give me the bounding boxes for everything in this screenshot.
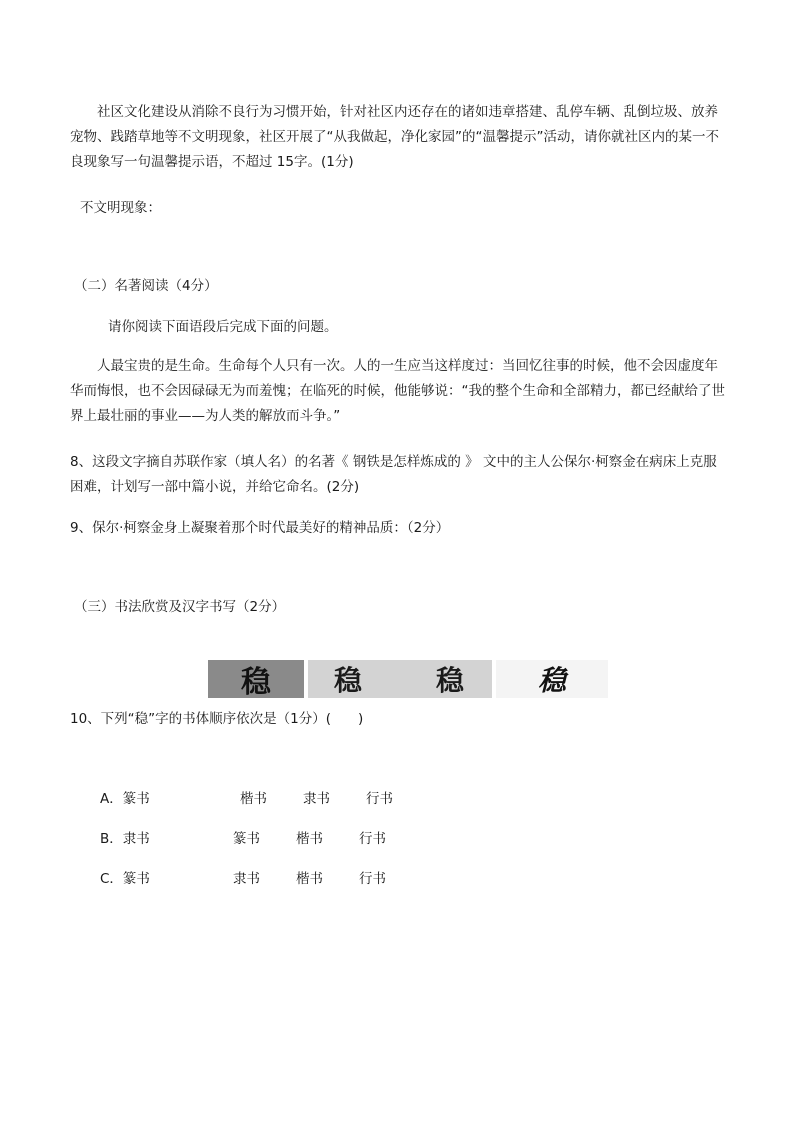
option-b-fourth: 行书	[359, 831, 386, 847]
question-9: 9、保尔·柯察金身上凝聚着那个时代最美好的精神品质：（2分）	[70, 520, 450, 536]
option-b-second: 篆书	[233, 831, 260, 847]
q7-prompt: 社区文化建设从消除不良行为习惯开始，针对社区内还存在的诸如违章搭建、乱停车辆、乱倒垃圾、放养宠物、践踏草地等不文明现象，社区开展了“从我做起，净化家园”的“温馨提示”活动，请你就社区内的某一不良现象写一句温馨提示语，不超过 15字。(1分)	[70, 104, 719, 170]
option-a-third: 隶书	[303, 791, 330, 807]
option-c-label: C．篆书	[100, 871, 150, 887]
q7-answer-label: 不文明现象：	[80, 200, 161, 216]
question-8: 8、这段文字摘自苏联作家（填人名）的名著《 钢铁是怎样炼成的 》 文中的主人公保尔·柯察金在病床上克服困难，计划写一部中篇小说，并给它命名。(2分)	[70, 454, 717, 495]
section2-passage: 人最宝贵的是生命。生命每个人只有一次。人的一生应当这样度过：当回忆往事的时候，他不会因虚度年华而悔恨，也不会因碌碌无为而羞愧；在临死的时候，他能够说：“我的整个生命和全部精力，都已经献给了世界上最壮丽的事业——为人类的解放而斗争。”	[70, 358, 725, 424]
option-a-fourth: 行书	[366, 791, 393, 807]
option-c-fourth: 行书	[359, 871, 386, 887]
option-c-second: 隶书	[233, 871, 260, 887]
section2-instruction: 请你阅读下面语段后完成下面的问题。	[108, 319, 338, 335]
option-a-second: 楷书	[240, 791, 267, 807]
section3-heading: （三）书法欣赏及汉字书写（2分）	[74, 599, 286, 615]
question-10: 10、下列“稳”字的书体顺序依次是（1分）( )	[70, 711, 364, 727]
calligraphy-image	[208, 660, 608, 698]
option-c-third: 楷书	[296, 871, 323, 887]
option-b-third: 楷书	[296, 831, 323, 847]
option-b-label: B．隶书	[100, 831, 150, 847]
section2-heading: （二）名著阅读（4分）	[74, 278, 218, 294]
calligraphy-clerical-script: 稳 稳	[308, 660, 492, 698]
calligraphy-running-script: 稳	[496, 660, 608, 698]
option-a-label: A．篆书	[100, 791, 150, 807]
calligraphy-seal-script: 稳	[208, 660, 304, 698]
